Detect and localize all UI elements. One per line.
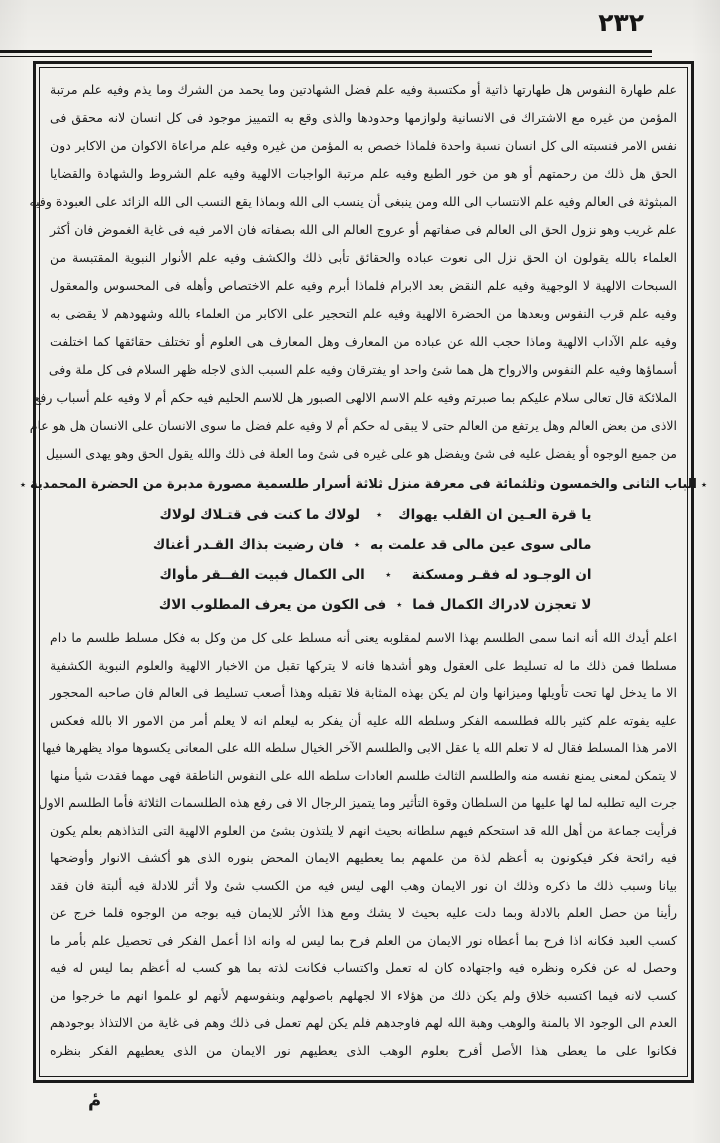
text-line: السبحات الالهية لا الوجهية وفيه علم النقض بعد الابرام فلماذا أبرم وفيه علم الاختصاص وأهله فى المحسوس والمعقول: [50, 278, 677, 293]
verse-line: [152, 530, 592, 560]
text-line: أسماؤها وفيه علم النفوس والارواح هل هما شئ واحد او يفترقان وفيه علم السبب الذى لاجله ظهر السلام فى كل ملة وفى: [48, 362, 677, 377]
text-line: كسب العبد فكانه اذا فرح بما أعطاه نور الايمان من العلم فرح بما ليس له وانه اذا أعمل الفكر فى تحصيل علم بأمر ما: [50, 932, 677, 948]
heading-ornament-icon: ٭: [20, 477, 27, 491]
text-line: علم طهارة النفوس هل طهارتها ذاتية أو مكتسبة وفيه علم فضل الشهادتين وما يحمد من الشرك وما يذم وفيه علم مرتبة: [50, 82, 677, 97]
text-line: فكانوا على ما يعطى هذا الأصل أفرح بعلوم الوهب الذى يعطيهم نور الايمان من الذى يعطيهم الفكر بنظره: [50, 1042, 677, 1058]
text-line: العدم الى الوجود الا بالمنة والوهب وهبة الله لهم فاوجدهم فلم يكن لهم تعمل فى ذلك وهم فى غاية من الالتذاذ بوجودهم: [50, 1015, 677, 1030]
text-line: المؤمن من غيره مع الاشتراك فى الانسانية ولوازمها وحدودها والذى وقع به التمييز موجود فى كل انسان لانه محقق فى: [50, 110, 677, 125]
verse-line: [160, 560, 592, 590]
text-line: الا ما يدخل لها تحت تأويلها وميزانها وان لم يكن بهذه المثابة فلا تقبله وهذا أصعب تسليط فى العالم فان صاحبه المحجور: [50, 685, 677, 700]
hemistich-left: فى الكون من يعرف المطلوب الاك: [158, 597, 387, 613]
page-number: ٢٣٢: [598, 8, 644, 37]
verse-divider-icon: ٭: [385, 568, 392, 581]
header-rule: [0, 50, 652, 57]
verse-divider-icon: ٭: [396, 598, 403, 611]
text-line: بيانا وسبب ذلك ما ذكره وذلك ان نور الايمان وهب الهى ليس فيه من الكسب شئ ولا أثر للادلة فيه ألبتة فان فقد: [50, 877, 677, 893]
chapter-heading: [20, 468, 707, 500]
text-line: العلماء بالله يقولون ان الحق نزل الى نعوت عباده والحقائق تأبى ذلك والكشف وفيه علم الأنوار النبوية المقتبسة من: [50, 250, 677, 265]
text-line: فيه رائحة فكر فيكونون به أعظم لذة من علمهم بما يعطيهم الايمان المحض بنوره الذى هو أكشف الانوار وأوضحها: [50, 850, 677, 865]
heading-ornament-icon: ٭: [700, 477, 707, 491]
text-line: رأينا من حصل العلم بالادلة وبما دلت عليه بحيث لا يشك ومع هذا الأثر للايمان فيه بوجه من الوجوه فلما خرج عن: [50, 905, 677, 920]
text-line: مسلطا فمن ذلك ما له تسليط على العقول وهو أشدها فانه لا يتركها تقبل من الاخبار الالهية والعلوم النبوية الكشفية: [50, 657, 677, 673]
text-frame-border: [20, 61, 707, 1083]
text-line: كسب لانه فيما اكتسبه خلاق ولم يكن ذلك من هؤلاء الا لجهلهم باصولهم وبنفوسهم لأنهم لو علموا انهم ما خرجوا من: [50, 987, 677, 1003]
chapter-heading-text: الباب الثانى والخمسون وثلثمائة فى معرفة منزل ثلاثة أسرار طلسمية مصورة مدبرة من الحضرة المحمدية: [30, 476, 697, 492]
sciences-paragraph: [29, 76, 677, 468]
text-line: لا يتمكن لمعنى يمنع نفسه منه والطلسم الثالث طلسم العادات سلطه الله على النفوس الناطقة فهى مهما فقدت شيأ منها: [50, 767, 677, 783]
hemistich-right: ان الوجـود له فقـر ومسكنة: [411, 567, 592, 583]
text-line: عليه يفوته علم كثير بالله فطلسمه الفكر وسلطه الله عليه أن يفكر به ليعلم انه لا يعلم أمر من الامور الا بالله فعكس: [50, 712, 677, 728]
poem-block: [152, 500, 592, 620]
text-line: جرت اليه تطلبه لما لها عليها من السلطان وقوة التأثير وما يتميز الرجال الا فى رفع هذه الطلسمات الثلاثة فأما الطلسم الاول: [38, 795, 677, 810]
text-line: من جميع الوجوه أو يفضل عليه فى شئ ويفضل هو على غيره فى شئ وما العلة فى ذلك والله يقول الحق وهو يهدى السبيل: [45, 446, 677, 461]
hemistich-left: لولاك ما كنت فى قتـلاك لولاك: [159, 507, 361, 523]
text-line: فرأيت جماعة من أهل الله قد استحكم فيهم سلطانه بحيث انهم لا يلتذون بشئ من العلوم الالهية التى التذاذهم بعلم يكون: [50, 822, 677, 838]
text-line: نفس الامر فنسبته الى كل انسان نسبة واحدة فلماذا خصص به المؤمن من غيره وفيه علم مراعاة الاكوان من الاكابر دون: [50, 138, 677, 153]
verse-line: [160, 500, 592, 530]
text-line: وحصل له عن فكره ونظره فيه واجتهاده كان له تعمل واكتساب فكانت لذته بما هو كسب له أعظم بما ليس له فيه: [50, 960, 677, 975]
catchword: مٔ: [88, 1090, 102, 1111]
text-frame-inner: [20, 67, 707, 1077]
text-line: الحق هل ذلك من رحمتهم أو هو من خور الطبع وفيه علم مرتبة الواجبات الالهية وفيه علم الشروط والشهادة والقضايا: [50, 166, 677, 181]
verse-line: [160, 590, 592, 620]
hemistich-left: فان رضيت بذاك القـدر أغناك: [152, 537, 345, 553]
hemistich-right: مالى سوى عين مالى قد علمت به: [370, 537, 592, 553]
text-line: وفيه علم الآداب الالهية وماذا حجب الله عن عباده من المعارف وهل المعارف هى العلوم أو تختلف حقائقها كما اختلفت: [50, 334, 677, 349]
text-line: الاذى من بعض العالم وهل يرتفع من العالم حتى لا يبقى له حكم أم لا وفيه علم فضل ما سوى الانسان على الانسان هل هو عام: [29, 418, 677, 433]
text-line: وفيه علم قرب النفوس وبعدها من الحضرة الالهية وفيه علم التحجير على الاكابر من العلماء بالله وشهودهم لا يقضى به: [50, 306, 677, 321]
body-paragraph: [38, 624, 677, 1064]
hemistich-right: يا قرة العـين ان القلب يهواك: [398, 507, 592, 523]
text-line: المبثوثة فى العالم وفيه علم الانتساب الى الله ومن ينبغى أن ينسب الى الله وبماذا يقع النسب الى الله الزائد على العبودة وفيه: [29, 194, 677, 209]
text-line: الملائكة قال تعالى سلام عليكم بما صبرتم وفيه علم الاسم الالهى الصبور هل للاسم الحليم فيه حكم أم لا وفيه علم أسباب رفع: [33, 390, 677, 405]
hemistich-left: الى الكمال فبيت الفــقر مأواك: [159, 567, 365, 583]
verse-divider-icon: ٭: [354, 538, 361, 551]
text-line: اعلم أيدك الله أنه انما سمى الطلسم بهذا الاسم لمقلوبه يعنى أنه مسلط على كل من وكل به فكل مسلط طلسم ما دام: [50, 630, 677, 645]
verse-divider-icon: ٭: [376, 508, 383, 521]
hemistich-right: لا تعجزن لادراك الكمال فما: [412, 597, 592, 613]
text-line: الامر هذا المسلط فقال له لا تعلم الله يا عقل الابى والطلسم الآخر الخيال سلطه الله على المعانى يكسوها مواد يظهرها فيها: [42, 740, 677, 755]
text-line: علم غريب وهو نزول الحق الى العالم فى صفاتهم أو عروج العالم الى الله بصفاته فان الامر فيه فى غاية الغموض فان أكثر: [50, 222, 677, 237]
